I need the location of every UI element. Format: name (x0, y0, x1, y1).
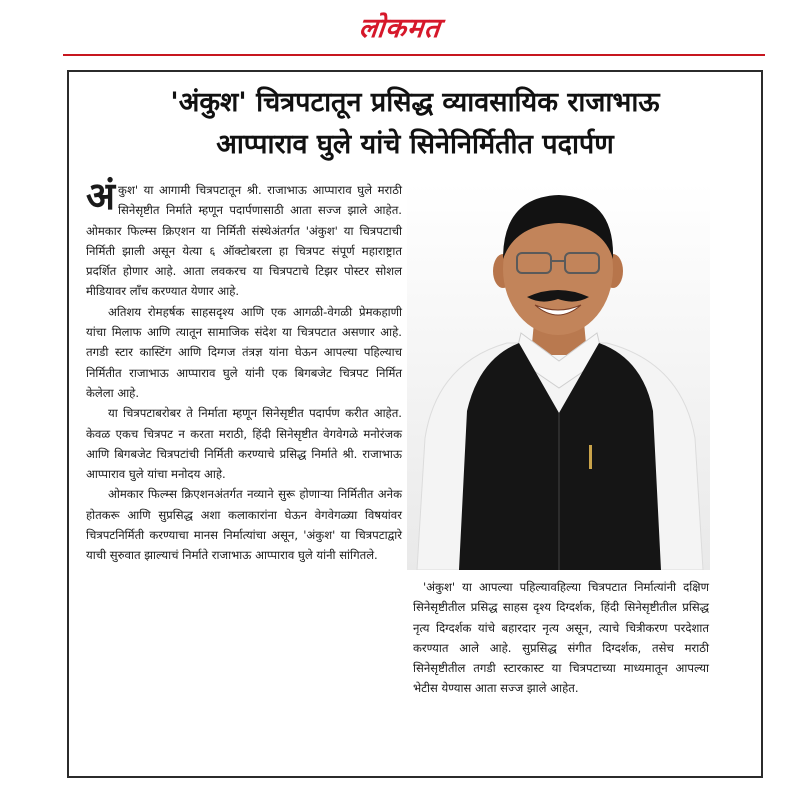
article-paragraph-1-text: कुश' या आगामी चित्रपटातून श्री. राजाभाऊ आप्पाराव घुले मराठी सिनेसृष्टीत निर्माते म्हणून पदार्पणासाठी आता सज्ज झाले आहेत. ओमकार फिल्म्स क्रिएशन या निर्मिती संस्थेअंतर्गत 'अंकुश' या चित्रपटाची निर्मिती झाली असून येत्या ६ ऑक्टोबरला हा चित्रपट संपूर्ण महाराष्ट्रात प्रदर्शित होणार आहे. आता लवकरच या चित्रपटाचे टिझर पोस्टर सोशल मीडियावर लॉंच करण्यात येणार आहे. (86, 183, 402, 299)
portrait-illustration (407, 183, 710, 570)
drop-cap: अं (86, 174, 116, 218)
caption-text: 'अंकुश' या आपल्या पहिल्यावहिल्या चित्रपटात निर्मात्यांनी दक्षिण सिनेसृष्टीतील प्रसिद्ध साहस दृश्य दिग्दर्शक, हिंदी सिनेसृष्टीतील प्रसिद्ध नृत्य दिग्दर्शक यांचे बहारदार नृत्य असून, त्याचे चित्रीकरण परदेशात करण्यात आले आहे. सुप्रसिद्ध संगीत दिग्दर्शक, तसेच मराठी सिनेसृष्टीतील तगडी स्टारकास्ट या चित्रपटाच्या माध्यमातून आपल्या भेटीस येण्यास आता सज्ज झाले आहेत. (413, 580, 709, 696)
portrait-photo (407, 183, 710, 570)
pen-icon (589, 445, 592, 469)
headline-line-1: 'अंकुश' चित्रपटातून प्रसिद्ध व्यावसायिक राजाभाऊ (170, 87, 660, 118)
masthead-rule (63, 54, 765, 56)
article-paragraph-3: या चित्रपटाबरोबर ते निर्माता म्हणून सिनेसृष्टीत पदार्पण करीत आहेत. केवळ एकच चित्रपट न करता मराठी, हिंदी सिनेसृष्टीत वेगवेगळे मनोरंजक आणि बिगबजेट चित्रपटांची निर्मिती करण्याचे प्रसिद्ध निर्माते श्री. राजाभाऊ आप्पाराव घुले यांचा मनोदय आहे. (86, 406, 402, 482)
photo-caption (413, 577, 709, 699)
headline (69, 82, 761, 166)
article-body (86, 174, 402, 566)
article-paragraph-4: ओमकार फिल्म्स क्रिएशनअंतर्गत नव्याने सुरू होणाऱ्या निर्मितीत अनेक होतकरू आणि सुप्रसिद्ध अशा कलाकारांना घेऊन वेगवेगळ्या विषयांवर चित्रपटनिर्मिती करण्याचा मानस निर्मात्यांचा असून, 'अंकुश' या चित्रपटाद्वारे याची सुरुवात झाल्याचं निर्माते राजाभाऊ आप्पाराव घुले यांनी सांगितले. (86, 487, 402, 563)
headline-line-2: आप्पाराव घुले यांचे सिनेनिर्मितीत पदार्पण (216, 129, 614, 160)
article-paragraph-1 (86, 174, 402, 302)
article-paragraph-2: अतिशय रोमहर्षक साहसदृश्य आणि एक आगळी-वेगळी प्रेमकहाणी यांचा मिलाफ आणि त्यातून सामाजिक संदेश या चित्रपटात असणार आहे. तगडी स्टार कास्टिंग आणि दिग्गज तंत्रज्ञ यांना घेऊन आपल्या पहिल्याच निर्मितीत राजाभाऊ आप्पाराव घुले यांनी एक बिगबजेट चित्रपट निर्मित केलेला आहे. (86, 304, 402, 400)
masthead-logo (0, 10, 800, 48)
masthead-title: लोकमत (357, 13, 443, 44)
